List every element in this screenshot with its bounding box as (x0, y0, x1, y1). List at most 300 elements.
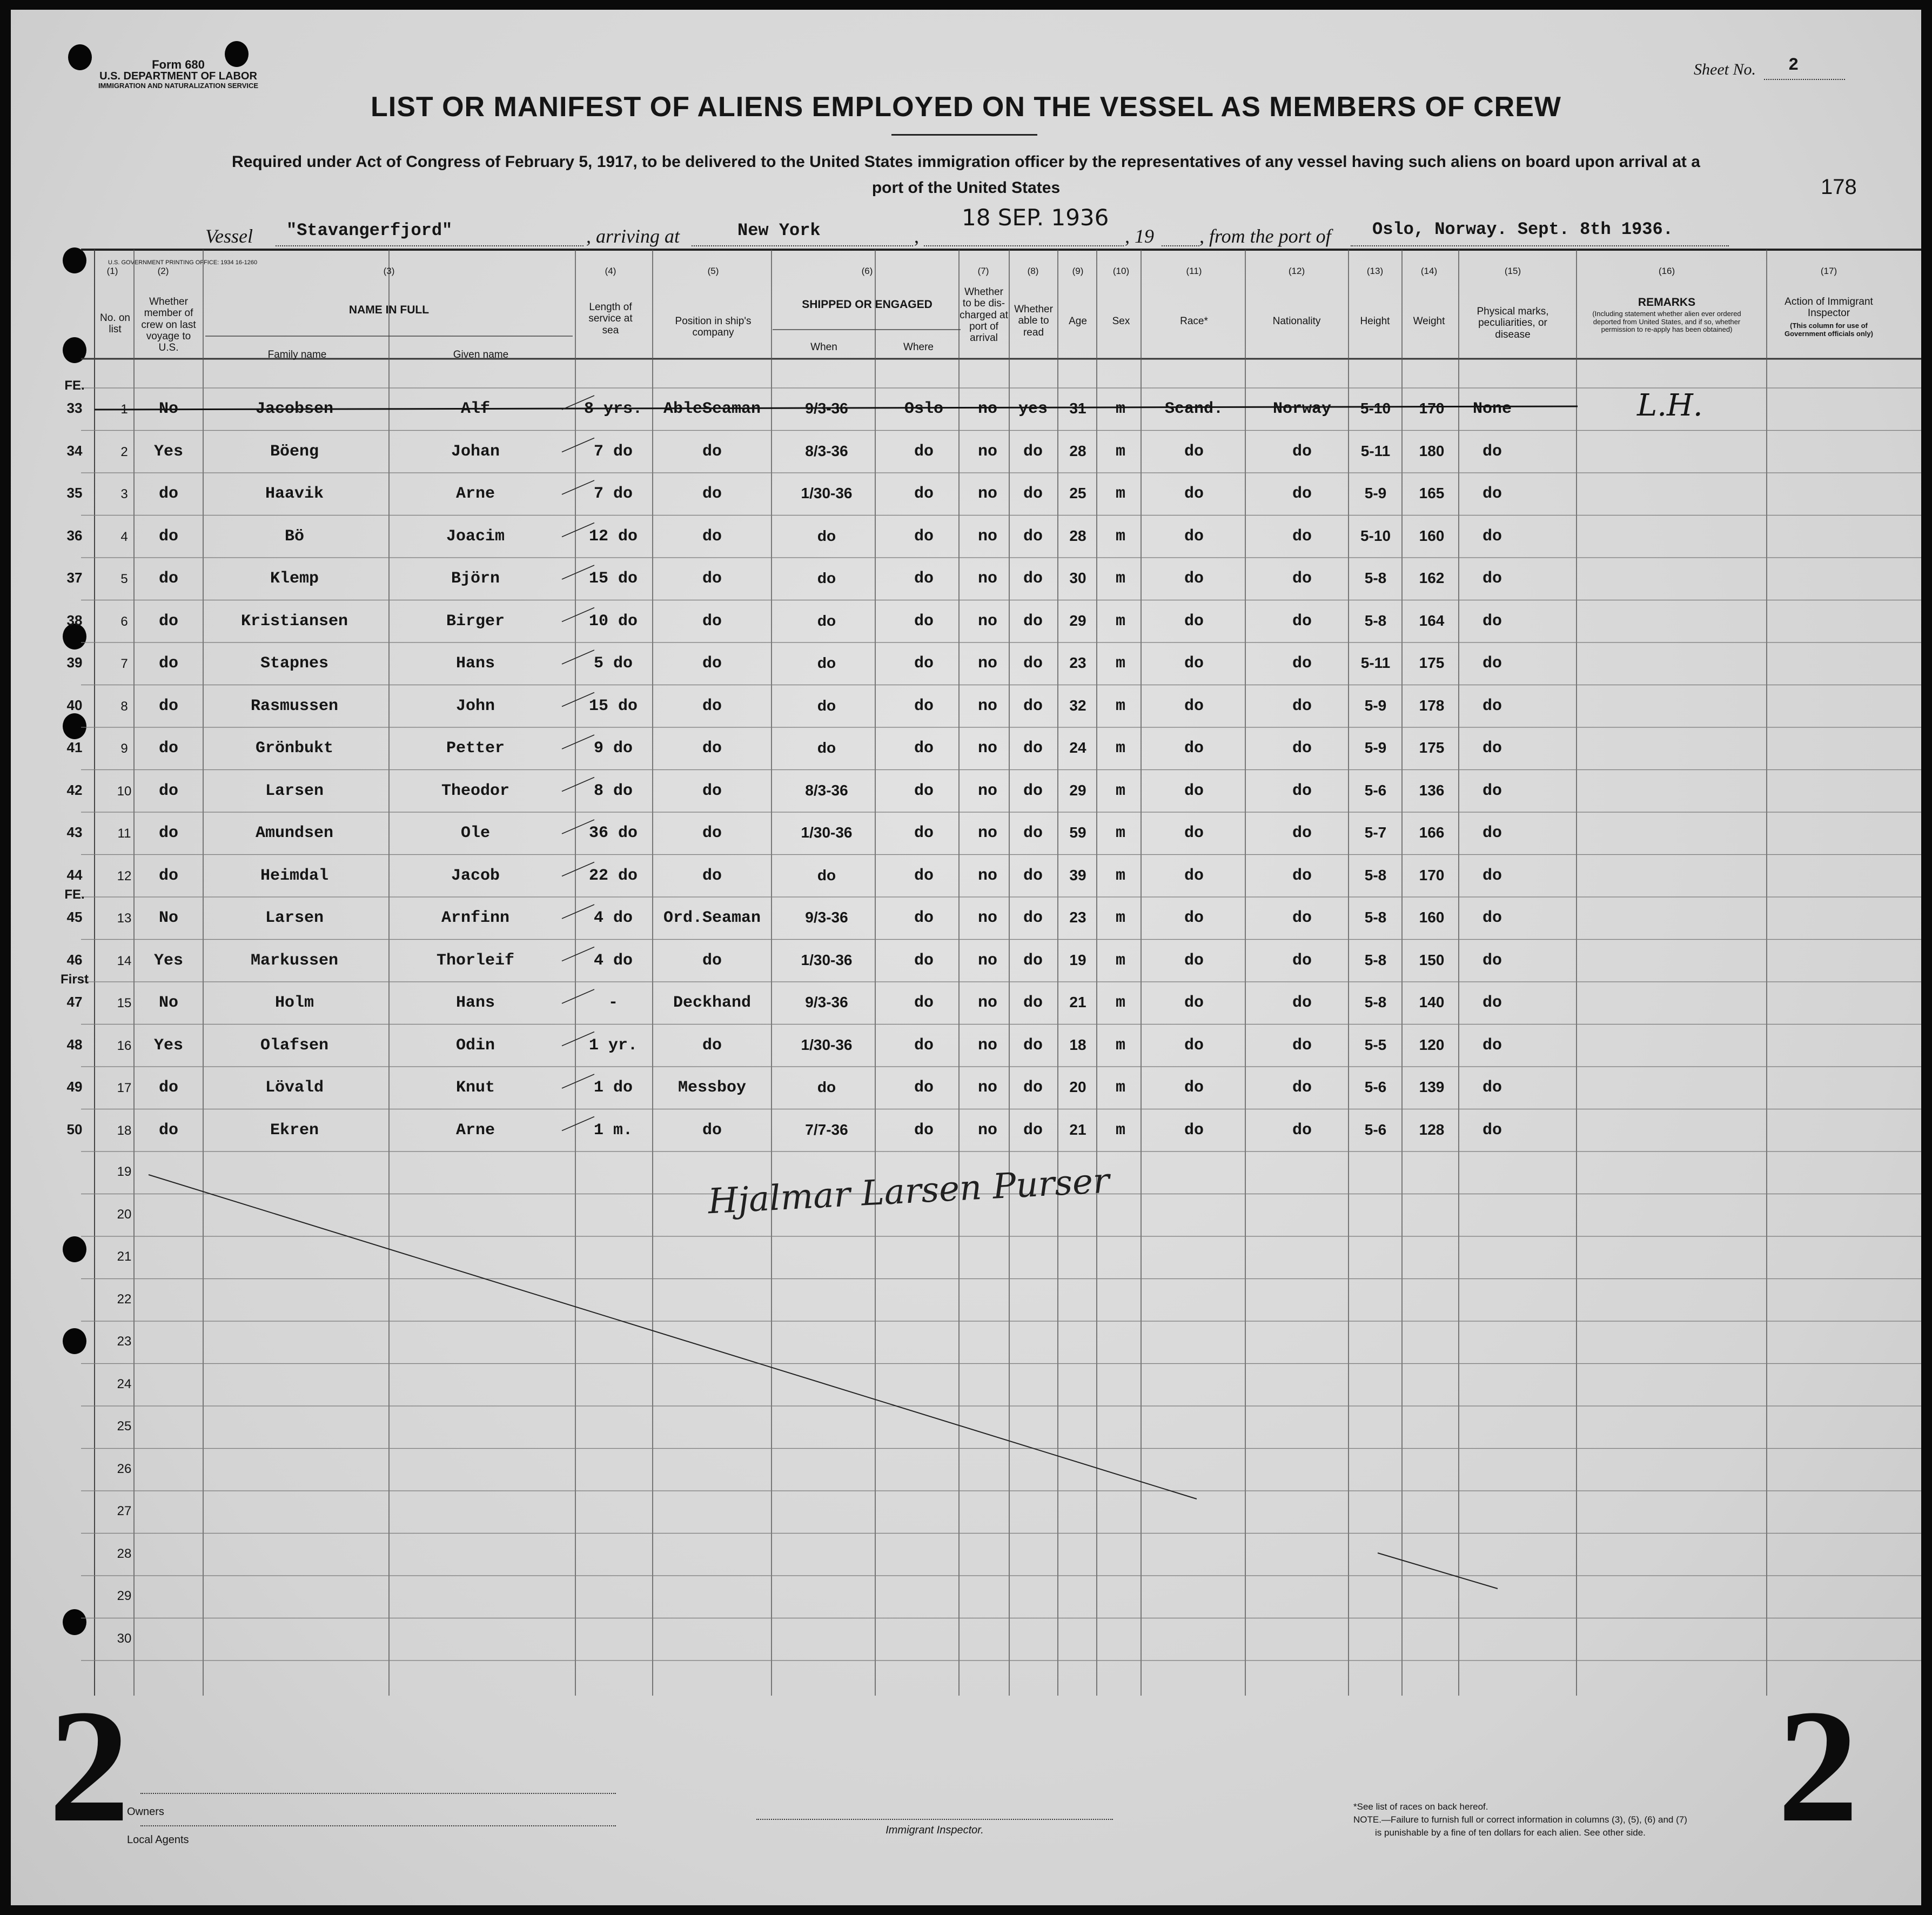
cell-where: do (914, 1121, 934, 1140)
cell-weight: 162 (1419, 570, 1445, 586)
line-number: 26 (117, 1461, 132, 1476)
form-number: Form 680 (152, 58, 205, 71)
header-remarks: REMARKS (1638, 296, 1696, 309)
cell-family: Jacobsen (255, 400, 334, 418)
cell-race: do (1184, 909, 1204, 927)
line-number: 23 (117, 1334, 132, 1349)
cell-weight: 170 (1419, 400, 1445, 417)
header-discharged: Whether to be dis-charged at port of arrival (960, 286, 1008, 344)
from-label: , from the port of (1199, 225, 1331, 247)
header-position: Position in ship's company (675, 316, 752, 339)
cell-position: do (702, 866, 722, 885)
cell-given: Johan (451, 442, 500, 461)
cell-weight: 175 (1419, 654, 1445, 671)
cell-service: 10 do (588, 612, 638, 631)
cell-height: 5-10 (1360, 527, 1391, 544)
cell-marks: do (1482, 781, 1502, 800)
col-num-3: (3) (383, 266, 395, 276)
cell-position: Deckhand (673, 994, 752, 1012)
agents-label: Local Agents (127, 1834, 189, 1846)
header-sex: Sex (1112, 316, 1130, 327)
cell-height: 5-9 (1364, 739, 1387, 756)
col-num-10: (10) (1112, 266, 1130, 276)
manifest-sheet (11, 10, 1921, 1905)
line-number: 4 (120, 529, 128, 544)
line-number: 13 (117, 911, 132, 926)
cell-height: 5-8 (1364, 909, 1387, 926)
cell-read: do (1023, 1121, 1043, 1140)
cell-last: Yes (153, 1036, 184, 1055)
cell-weight: 160 (1419, 527, 1445, 544)
line-number: 19 (117, 1164, 132, 1179)
side-number: 41 (66, 739, 83, 755)
cell-position: do (702, 485, 722, 503)
cell-sex: m (1115, 824, 1126, 842)
side-number: 39 (66, 654, 83, 671)
side-number: 43 (66, 824, 83, 840)
form-service: IMMIGRATION AND NATURALIZATION SERVICE (98, 82, 259, 90)
cell-position: AbleSeaman (663, 400, 761, 418)
cell-read: do (1023, 781, 1043, 800)
col-num-15: (15) (1504, 266, 1521, 276)
cell-last: do (158, 781, 179, 800)
cell-age: 39 (1069, 866, 1086, 883)
arriving-label: , arriving at (586, 225, 680, 247)
cell-age: 24 (1069, 739, 1086, 756)
side-number: 45 (66, 909, 83, 925)
col-num-4: (4) (605, 266, 616, 276)
cell-position: Messboy (677, 1079, 747, 1097)
side-annotation: FE. (64, 887, 85, 902)
cell-race: do (1184, 1036, 1204, 1055)
header-height: Height (1360, 316, 1390, 327)
cell-height: 5-8 (1364, 951, 1387, 968)
cell-where: do (914, 1079, 934, 1097)
col-num-9: (9) (1072, 266, 1084, 276)
cell-marks: do (1482, 697, 1502, 715)
cell-disch: no (977, 951, 998, 970)
service-tick (562, 735, 594, 749)
cell-read: do (1023, 866, 1043, 885)
line-number: 18 (117, 1123, 132, 1138)
cell-family: Olafsen (260, 1036, 329, 1055)
cell-race: do (1184, 951, 1204, 970)
side-number: 36 (66, 527, 83, 544)
header-weight: Weight (1413, 316, 1445, 327)
cell-position: do (702, 442, 722, 461)
cell-disch: no (977, 866, 998, 885)
sheet-label: Sheet No. (1694, 61, 1756, 78)
line-number: 12 (117, 868, 132, 883)
cell-marks: do (1482, 951, 1502, 970)
cell-height: 5-8 (1364, 570, 1387, 586)
cell-last: do (158, 1079, 179, 1097)
cell-given: John (455, 697, 495, 715)
cell-service: 1 do (593, 1079, 633, 1097)
cell-weight: 165 (1419, 485, 1445, 501)
cell-read: do (1023, 697, 1043, 715)
cell-where: do (914, 1036, 934, 1055)
cell-family: Larsen (265, 781, 324, 800)
inspector-label: Immigrant Inspector. (886, 1824, 984, 1836)
cell-service: 12 do (588, 527, 638, 546)
header-last-voyage: Whether member of crew on last voyage to U.S. (141, 296, 196, 354)
header-inspector-action: Action of Immigrant Inspector (1785, 296, 1873, 319)
line-number: 17 (117, 1081, 132, 1095)
cell-read: do (1023, 951, 1043, 970)
cell-height: 5-10 (1360, 400, 1391, 417)
cell-position: do (702, 697, 722, 715)
cell-last: do (158, 1121, 179, 1140)
cell-where: do (914, 527, 934, 546)
cell-nat: Norway (1272, 400, 1332, 418)
service-tick (562, 905, 594, 919)
cell-marks: do (1482, 654, 1502, 673)
cell-when: 8/3-36 (805, 781, 848, 799)
line-number: 15 (117, 996, 132, 1010)
cell-where: do (914, 951, 934, 970)
col-num-8: (8) (1027, 266, 1039, 276)
cell-sex: m (1115, 781, 1126, 800)
cell-height: 5-7 (1364, 824, 1387, 841)
vessel-name: "Stavangerfjord" (286, 220, 453, 240)
cell-sex: m (1115, 485, 1126, 503)
cell-given: Alf (460, 400, 491, 418)
cell-height: 5-8 (1364, 866, 1387, 883)
footnote-penalty-2: is punishable by a fine of ten dollars for each alien. See other side. (1375, 1827, 1646, 1838)
header-able-to-read: Whether able to read (1014, 304, 1053, 338)
cell-family: Holm (274, 994, 314, 1012)
cell-sex: m (1115, 527, 1126, 546)
cell-where: do (914, 739, 934, 758)
cell-sex: m (1115, 400, 1126, 418)
cell-age: 28 (1069, 527, 1086, 544)
col-num-14: (14) (1420, 266, 1438, 276)
cell-service: 1 m. (593, 1121, 633, 1140)
cell-age: 31 (1069, 400, 1086, 417)
cell-given: Theodor (441, 781, 510, 800)
header-where: Where (903, 342, 934, 353)
cell-when: do (817, 654, 836, 671)
side-annotation: First (60, 972, 89, 987)
side-number: 42 (66, 781, 83, 798)
cell-age: 23 (1069, 654, 1086, 671)
line-number: 24 (117, 1376, 132, 1391)
remarks-initials: L.H. (1637, 388, 1703, 423)
cell-weight: 160 (1419, 909, 1445, 926)
cell-weight: 136 (1419, 781, 1445, 799)
cell-race: do (1184, 1079, 1204, 1097)
cell-when: 9/3-36 (805, 909, 848, 926)
cell-race: do (1184, 442, 1204, 461)
cell-height: 5-6 (1364, 1121, 1387, 1138)
cell-when: do (817, 697, 836, 714)
cell-height: 5-9 (1364, 485, 1387, 501)
cell-race: do (1184, 824, 1204, 842)
cell-last: Yes (153, 951, 184, 970)
side-number: 35 (66, 485, 83, 501)
cell-age: 29 (1069, 781, 1086, 799)
cell-age: 19 (1069, 951, 1086, 968)
cell-given: Hans (455, 994, 495, 1012)
cell-race: do (1184, 781, 1204, 800)
vessel-label: Vessel (205, 225, 253, 247)
cell-where: do (914, 570, 934, 588)
cell-when: 9/3-36 (805, 400, 848, 417)
cell-family: Lövald (265, 1079, 324, 1097)
cell-sex: m (1115, 1079, 1126, 1097)
col-num-7: (7) (977, 266, 989, 276)
cell-family: Stapnes (260, 654, 329, 673)
owners-line (140, 1793, 616, 1794)
cell-age: 21 (1069, 1121, 1086, 1138)
cell-given: Arne (455, 485, 495, 503)
cell-age: 25 (1069, 485, 1086, 501)
cell-weight: 139 (1419, 1079, 1445, 1095)
cell-when: 7/7-36 (805, 1121, 848, 1138)
cell-given: Arne (455, 1121, 495, 1140)
col-num-16: (16) (1658, 266, 1675, 276)
cell-marks: do (1482, 1079, 1502, 1097)
cell-height: 5-6 (1364, 1079, 1387, 1095)
header-remarks-note: (Including statement whether alien ever ordered deported from United States, and if so, whether permission to re-apply has been obtained) (1592, 310, 1741, 334)
cell-where: do (914, 612, 934, 631)
cell-disch: no (977, 824, 998, 842)
cell-service: - (608, 994, 619, 1012)
cell-last: No (158, 994, 179, 1012)
cell-disch: no (977, 1079, 998, 1097)
cell-weight: 170 (1419, 866, 1445, 883)
side-number: 34 (66, 442, 83, 459)
side-number: 47 (66, 994, 83, 1010)
col-num-11: (11) (1186, 266, 1202, 276)
cell-race: do (1184, 485, 1204, 503)
cell-disch: no (977, 654, 998, 673)
cell-when: do (817, 1079, 836, 1095)
cell-position: do (702, 739, 722, 758)
cell-when: do (817, 527, 836, 544)
cell-read: do (1023, 909, 1043, 927)
side-number: 38 (66, 612, 83, 628)
side-number: 48 (66, 1036, 83, 1053)
cell-given: Ole (460, 824, 491, 842)
line-number: 27 (117, 1504, 132, 1518)
cell-given: Thorleif (436, 951, 515, 970)
cell-family: Heimdal (260, 866, 329, 885)
header-shipped-engaged: SHIPPED OR ENGAGED (802, 298, 933, 311)
cell-family: Ekren (270, 1121, 319, 1140)
side-number: 37 (66, 570, 83, 586)
cell-disch: no (977, 442, 998, 461)
cell-family: Haavik (265, 485, 324, 503)
cell-last: do (158, 739, 179, 758)
cell-family: Amundsen (255, 824, 334, 842)
side-number: 40 (66, 697, 83, 713)
cell-sex: m (1115, 654, 1126, 673)
line-number: 2 (120, 444, 128, 459)
side-number: 46 (66, 951, 83, 968)
side-annotation: FE. (64, 378, 85, 393)
year-label: , 19 (1125, 225, 1154, 247)
cell-last: do (158, 527, 179, 546)
cell-height: 5-9 (1364, 697, 1387, 714)
cell-sex: m (1115, 442, 1126, 461)
cell-weight: 180 (1419, 442, 1445, 459)
cell-age: 30 (1069, 570, 1086, 586)
cell-sex: m (1115, 994, 1126, 1012)
service-tick (562, 438, 594, 452)
cell-race: Scand. (1164, 400, 1224, 418)
cell-given: Joacim (446, 527, 505, 546)
side-number: 50 (66, 1121, 83, 1137)
cell-given: Björn (451, 570, 500, 588)
cell-where: Oslo (904, 400, 944, 418)
cell-family: Rasmussen (250, 697, 339, 715)
cell-given: Jacob (451, 866, 500, 885)
side-number: 49 (66, 1079, 83, 1095)
line-number: 28 (117, 1546, 132, 1561)
line-number: 21 (117, 1249, 132, 1264)
cell-when: do (817, 612, 836, 629)
cell-service: 36 do (588, 824, 638, 842)
cell-last: do (158, 866, 179, 885)
cell-nat: do (1292, 1079, 1312, 1097)
cell-disch: no (977, 400, 998, 418)
cell-read: do (1023, 612, 1043, 631)
cell-service: 22 do (588, 866, 638, 885)
header-given-name: Given name (453, 349, 509, 360)
line-number: 11 (117, 826, 131, 841)
line-number: 10 (117, 784, 132, 799)
inspector-line (756, 1819, 1113, 1820)
footnote-races: *See list of races on back hereof. (1353, 1802, 1488, 1812)
cell-where: do (914, 866, 934, 885)
cell-sex: m (1115, 866, 1126, 885)
side-number: 44 (66, 866, 83, 883)
header-family-name: Family name (267, 349, 327, 360)
cell-read: do (1023, 1036, 1043, 1055)
cell-race: do (1184, 654, 1204, 673)
col-num-5: (5) (707, 266, 719, 276)
cell-last: do (158, 485, 179, 503)
cell-read: do (1023, 994, 1043, 1012)
cell-given: Birger (446, 612, 505, 631)
cell-disch: no (977, 909, 998, 927)
service-tick (562, 1117, 594, 1131)
line-number: 16 (117, 1038, 132, 1053)
line-number: 6 (120, 614, 128, 629)
comma-1: , (914, 225, 919, 247)
cell-race: do (1184, 570, 1204, 588)
cell-family: Kristiansen (240, 612, 348, 631)
cell-marks: do (1482, 824, 1502, 842)
cell-weight: 178 (1419, 697, 1445, 714)
cell-read: do (1023, 1079, 1043, 1097)
cell-last: do (158, 824, 179, 842)
agents-line (140, 1825, 616, 1826)
cell-disch: no (977, 485, 998, 503)
cell-given: Hans (455, 654, 495, 673)
cell-race: do (1184, 697, 1204, 715)
corner-numeral-left: 2 (49, 1676, 130, 1856)
cell-position: do (702, 824, 722, 842)
header-age: Age (1069, 316, 1087, 327)
cell-height: 5-5 (1364, 1036, 1387, 1053)
cell-given: Knut (455, 1079, 495, 1097)
cell-sex: m (1115, 1036, 1126, 1055)
cell-marks: do (1482, 485, 1502, 503)
line-number: 29 (117, 1589, 132, 1603)
cell-read: do (1023, 739, 1043, 758)
header-name-in-full: NAME IN FULL (348, 304, 430, 316)
cell-read: do (1023, 570, 1043, 588)
cell-marks: do (1482, 1121, 1502, 1140)
cell-sex: m (1115, 739, 1126, 758)
service-tick (562, 778, 594, 792)
cell-when: 1/30-36 (801, 951, 853, 968)
cell-race: do (1184, 612, 1204, 631)
cell-position: do (702, 654, 722, 673)
cell-marks: do (1482, 909, 1502, 927)
cell-height: 5-11 (1360, 442, 1391, 459)
cell-nat: do (1292, 1036, 1312, 1055)
cell-age: 59 (1069, 824, 1086, 841)
cell-race: do (1184, 527, 1204, 546)
cell-family: Bö (284, 527, 305, 546)
cell-nat: do (1292, 442, 1312, 461)
cell-when: 1/30-36 (801, 1036, 853, 1053)
cell-weight: 128 (1419, 1121, 1445, 1138)
line-number: 25 (117, 1419, 132, 1434)
cell-nat: do (1292, 739, 1312, 758)
cell-nat: do (1292, 994, 1312, 1012)
cell-race: do (1184, 739, 1204, 758)
cell-position: Ord.Seaman (663, 909, 761, 927)
cell-disch: no (977, 527, 998, 546)
page-number: 178 (1821, 175, 1857, 199)
cell-position: do (702, 781, 722, 800)
cell-nat: do (1292, 654, 1312, 673)
owners-label: Owners (127, 1806, 164, 1818)
cell-nat: do (1292, 697, 1312, 715)
cell-age: 21 (1069, 994, 1086, 1010)
service-tick (562, 1074, 594, 1088)
cell-read: do (1023, 442, 1043, 461)
cell-where: do (914, 909, 934, 927)
cell-weight: 150 (1419, 951, 1445, 968)
cell-where: do (914, 994, 934, 1012)
cell-disch: no (977, 612, 998, 631)
cell-when: 1/30-36 (801, 824, 853, 841)
cell-marks: do (1482, 1036, 1502, 1055)
cell-family: Markussen (250, 951, 339, 970)
cell-race: do (1184, 1121, 1204, 1140)
subtitle-line-1: Required under Act of Congress of February 5, 1917, to be delivered to the United States immigration officer by the representatives of any vessel having such aliens on board upon arrival at a (232, 153, 1700, 171)
cell-marks: do (1482, 612, 1502, 631)
cell-age: 20 (1069, 1079, 1086, 1095)
line-number: 7 (120, 657, 128, 671)
cell-last: Yes (153, 442, 184, 461)
line-number: 22 (117, 1291, 132, 1307)
cell-disch: no (977, 994, 998, 1012)
cell-when: do (817, 866, 836, 883)
service-tick (562, 480, 594, 494)
col-num-12: (12) (1288, 266, 1305, 276)
line-number: 30 (117, 1631, 132, 1646)
cell-sex: m (1115, 1121, 1126, 1140)
col-num-13: (13) (1366, 266, 1384, 276)
cell-nat: do (1292, 866, 1312, 885)
